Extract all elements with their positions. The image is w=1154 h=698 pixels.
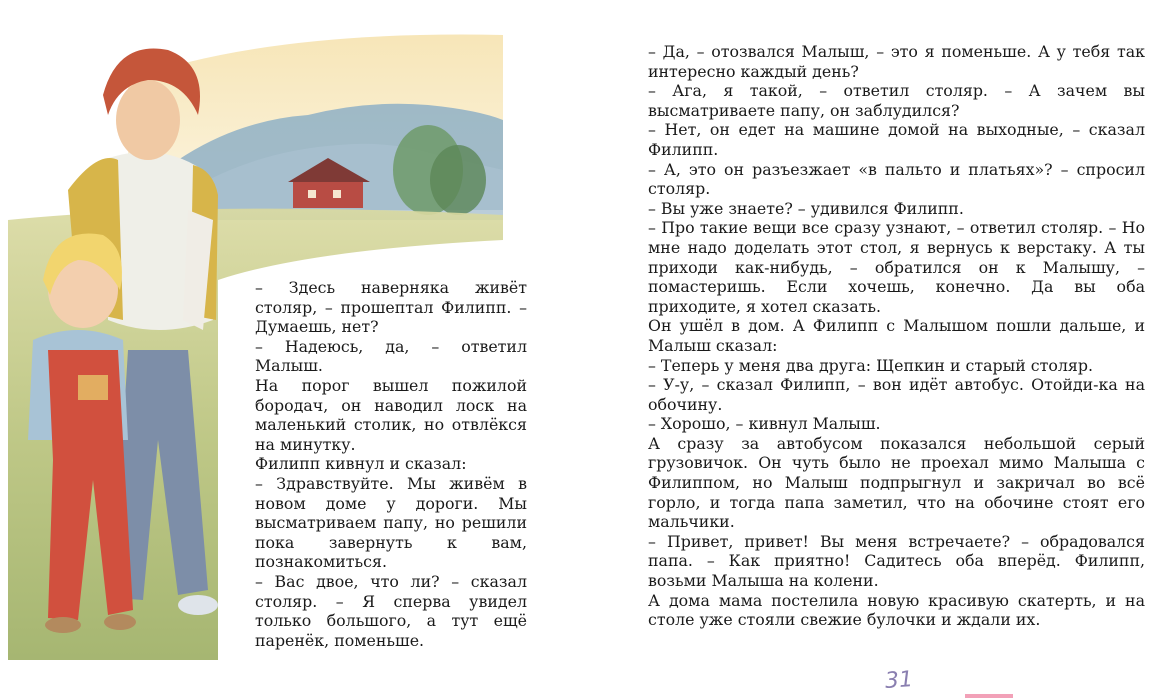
paragraph: – Привет, привет! Вы меня встречаете? – обрадовался папа. – Как приятно! Садитесь оба вперёд. Филипп, возьми Малыша на колени. bbox=[648, 531, 1145, 591]
paragraph: Филипп кивнул и сказал: bbox=[255, 454, 467, 474]
paragraph: – Хорошо, – кивнул Малыш. bbox=[648, 414, 881, 434]
page-number: 31 bbox=[884, 667, 914, 694]
paragraph: Он ушёл в дом. А Филипп с Малышом пошли дальше, и Малыш сказал: bbox=[648, 316, 1145, 355]
paragraph: На порог вышел пожилой бородач, он наводил лоск на маленький столик, но отвлёкся на минутку. bbox=[255, 375, 527, 454]
paragraph: – А, это он разъезжает «в пальто и платьях»? – спросил столяр. bbox=[648, 159, 1145, 199]
paragraph: – У-у, – сказал Филипп, – вон идёт автобус. Отойди-ка на обочину. bbox=[648, 375, 1145, 414]
paragraph: – Вы уже знаете? – удивился Филипп. bbox=[648, 198, 964, 218]
paragraph: А сразу за автобусом показался небольшой серый грузовичок. Он чуть было не проехал мимо Малыша с Филиппом, но Малыш подпрыгнул и закричал во всё горло, и тогда папа заметил, что на обочине стоят его мальчики. bbox=[648, 433, 1145, 532]
red-edge-mark bbox=[965, 694, 1013, 698]
left-text-column bbox=[255, 278, 527, 650]
paragraph: – Про такие вещи все сразу узнают, – ответил столяр. – Но мне надо доделать этот стол, я вернусь к верстаку. А ты приходи как-нибудь, – обратился он к Малышу, – помастеришь. Если хочешь, конечно. Да вы оба приходите, я хотел сказать. bbox=[648, 218, 1145, 316]
right-text-column bbox=[648, 42, 1145, 630]
paragraph: – Ага, я такой, – ответил столяр. – А зачем вы высматриваете папу, он заблудился? bbox=[648, 81, 1145, 120]
paragraph: – Надеюсь, да, – ответил Малыш. bbox=[255, 336, 527, 376]
paragraph: – Здравствуйте. Мы живём в новом доме у дороги. Мы высматриваем папу, но решили пока завернуть к вам, познакомиться. bbox=[255, 473, 527, 572]
paragraph: – Да, – отозвался Малыш, – это я поменьше. А у тебя так интересно каждый день? bbox=[648, 42, 1145, 81]
paragraph: А дома мама постелила новую красивую скатерть, и на столе уже стояли свежие булочки и ждали их. bbox=[648, 590, 1145, 630]
paragraph: – Вас двое, что ли? – сказал столяр. – Я сперва увидел только большого, а тут ещё паренёк, поменьше. bbox=[255, 571, 527, 650]
paragraph: – Здесь наверняка живёт столяр, – прошептал Филипп. – Думаешь, нет? bbox=[255, 278, 527, 337]
paragraph: – Нет, он едет на машине домой на выходные, – сказал Филипп. bbox=[648, 120, 1145, 159]
paragraph: – Теперь у меня два друга: Щепкин и старый столяр. bbox=[648, 355, 1093, 375]
